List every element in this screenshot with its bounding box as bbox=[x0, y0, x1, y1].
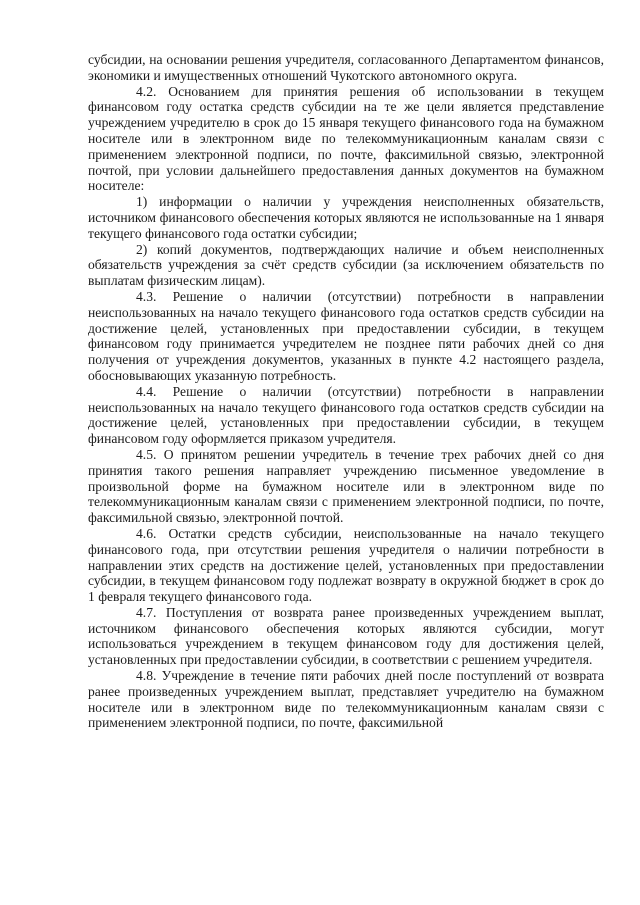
paragraph-4-2: 4.2. Основанием для принятия решения об использовании в текущем финансовом году остатка средств субсидии на те же цели является представление учреждением учредителю в срок до 15 января текущего финансового года на бумажном носителе или в электронном виде по телекоммуникационным каналам связи с применением электронной подписи, по почте, факсимильной связью, электронной почтой, при условии дальнейшего предоставления данных документов на бумажном носителе: bbox=[88, 83, 604, 194]
paragraph-4-7: 4.7. Поступления от возврата ранее произведенных учреждением выплат, источником финансового обеспечения которых являются субсидии, могут использоваться учреждением в текущем финансовом году для достижения целей, установленных при предоставлении субсидии, в соответствии с решением учредителя. bbox=[88, 604, 604, 668]
paragraph-4-2-item-2: 2) копий документов, подтверждающих наличие и объем неисполненных обязательств учреждения за счёт средств субсидии (за исключением обязательств по выплатам физическим лицам). bbox=[88, 241, 604, 289]
paragraph-4-5: 4.5. О принятом решении учредитель в течение трех рабочих дней со дня принятия такого решения направляет учреждению письменное уведомление в произвольной форме на бумажном носителе или в электронном виде по телекоммуникационным каналам связи с применением электронной подписи, по почте, факсимильной связью, электронной почтой. bbox=[88, 446, 604, 526]
paragraph-4-8: 4.8. Учреждение в течение пяти рабочих дней после поступлений от возврата ранее произведенных учреждением выплат, представляет учредителю на бумажном носителе или в электронном виде по телекоммуникационным каналам связи с применением электронной подписи, по почте, факсимильной bbox=[88, 668, 604, 731]
paragraph-4-6: 4.6. Остатки средств субсидии, неиспользованные на начало текущего финансового года, при отсутствии решения учредителя о наличии потребности в направлении этих средств на достижение целей, установленных при предоставлении субсидии, в текущем финансовом году подлежат возврату в окружной бюджет в срок до 1 февраля текущего финансового года. bbox=[88, 525, 604, 605]
paragraph-4-3: 4.3. Решение о наличии (отсутствии) потребности в направлении неиспользованных на начало текущего финансового года остатков средств субсидии на достижение целей, установленных при предоставлении субсидии, в текущем финансовом году принимается учредителем не позднее пяти рабочих дней со дня получения от учреждения документов, указанных в пункте 4.2 настоящего раздела, обосновывающих указанную потребность. bbox=[88, 288, 604, 383]
paragraph-4-2-item-1: 1) информации о наличии у учреждения неисполненных обязательств, источником финансового обеспечения которых являются не использованные на 1 января текущего финансового года остатки субсидии; bbox=[88, 194, 604, 241]
paragraph-continuation: субсидии, на основании решения учредителя, согласованного Департаментом финансов, экономики и имущественных отношений Чукотского автономного округа. bbox=[88, 52, 604, 83]
paragraph-4-4: 4.4. Решение о наличии (отсутствии) потребности в направлении неиспользованных на начало текущего финансового года остатков средств субсидии на достижение целей, установленных при предоставлении субсидии, в текущем финансовом году оформляется приказом учредителя. bbox=[88, 383, 604, 447]
